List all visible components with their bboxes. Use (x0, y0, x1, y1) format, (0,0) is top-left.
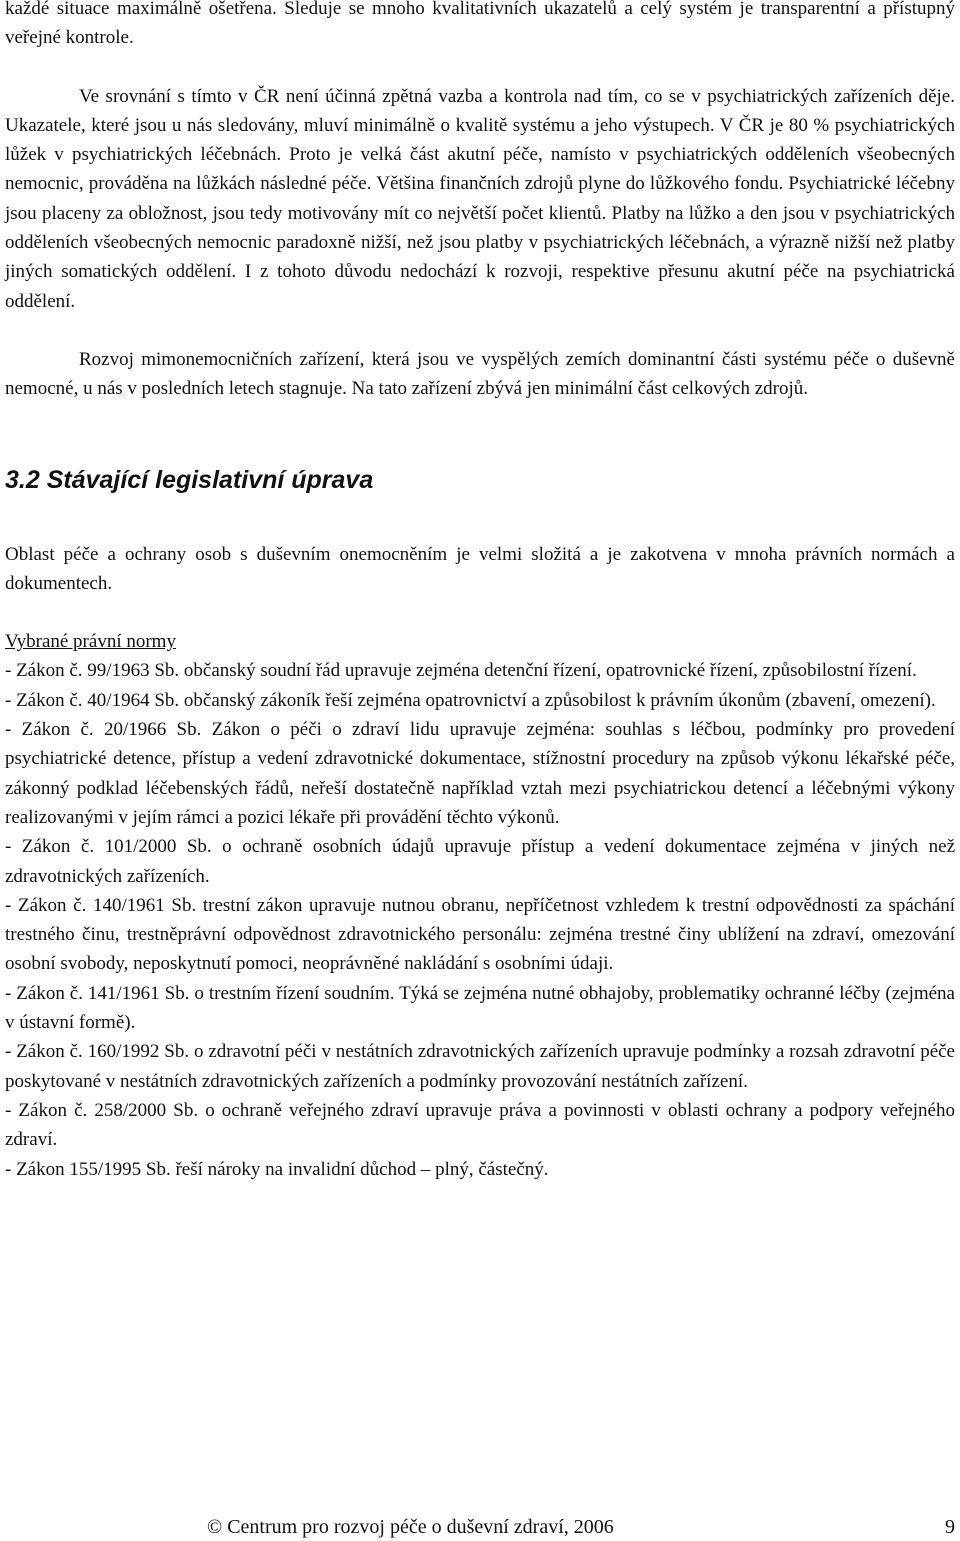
law-item: - Zákon č. 258/2000 Sb. o ochraně veřejného zdraví upravuje práva a povinnosti v oblasti ochrany a podpory veřejného zdraví. (5, 1099, 955, 1151)
page-footer (0, 1514, 955, 1540)
law-list (5, 656, 955, 1183)
law-item: - Zákon č. 40/1964 Sb. občanský zákoník řeší zejména opatrovnictví a způsobilost k právním úkonům (zbavení, omezení). (5, 689, 936, 711)
law-item: - Zákon č. 99/1963 Sb. občanský soudní řád upravuje zejména detenční řízení, opatrovnické řízení, způsobilostní řízení. (5, 660, 917, 682)
law-item: - Zákon č. 140/1961 Sb. trestní zákon upravuje nutnou obranu, nepříčetnost vzhledem k trestní odpovědnosti za spáchání trestného činu, trestněprávní odpovědnost zdravotnického personálu: zejména trestné činy ublížení na zdraví, omezování osobní svobody, neposkytnutí pomoci, neoprávněné nakládání s osobními údaji. (5, 894, 955, 975)
law-item: - Zákon č. 101/2000 Sb. o ochraně osobních údajů upravuje přístup a vedení dokumentace zejména v jiných než zdravotnických zařízeních. (5, 836, 955, 887)
law-item: - Zákon č. 20/1966 Sb. Zákon o péči o zdraví lidu upravuje zejména: souhlas s léčbou, podmínky pro provedení psychiatrické detence, přístup a vedení zdravotnické dokumentace, stížnostní procedury na způsob výkonu lékařské péče, zákonný podklad léčebenských řádů, neřeší dostatečně například vztah mezi psychiatrickou detencí a léčebnými výkony realizovanými v jejím rámci a pozici lékaře při provádění těchto výkonů. (5, 719, 955, 828)
law-item: - Zákon 155/1995 Sb. řeší nároky na invalidní důchod – plný, částečný. (5, 1158, 549, 1180)
section-heading: 3.2 Stávající legislativní úprava (5, 465, 374, 494)
paragraph-community-care: Rozvoj mimonemocničních zařízení, která jsou ve vyspělých zemích dominantní části systému péče o duševně nemocné, u nás v posledních letech stagnuje. Na tato zařízení zbývá jen minimální část celkových zdrojů. (5, 348, 955, 400)
paragraph-feedback-control: Ve srovnání s tímto v ČR není účinná zpětná vazba a kontrola nad tím, co se v psychiatrických zařízeních děje. Ukazatele, které jsou u nás sledovány, mluví minimálně o kvalitě systému a jeho výstupech. V ČR je 80 % psychiatrických lůžek v psychiatrických léčebnách. Proto je velká část akutní péče, namísto v psychiatrických odděleních všeobecných nemocnic, prováděna na lůžkách následné péče. Většina finančních zdrojů plyne do lůžkového fondu. Psychiatrické léčebny jsou placeny za obložnost, jsou tedy motivovány mít co největší počet klientů. Platby na lůžko a den jsou v psychiatrických odděleních všeobecných nemocnic paradoxně nižší, než jsou platby v psychiatrických léčebnách, a výrazně nižší než platby jiných somatických oddělení. I z tohoto důvodu nedochází k rozvoji, respektive přesunu akutní péče na psychiatrická oddělení. (5, 85, 955, 312)
law-item: - Zákon č. 160/1992 Sb. o zdravotní péči v nestátních zdravotnických zařízeních upravuje podmínky a rozsah zdravotní péče poskytované v nestátních zdravotnických zařízeních a podmínky provozování nestátních zařízení. (5, 1041, 955, 1092)
document-page (5, 0, 955, 1184)
paragraph-continuation: každé situace maximálně ošetřena. Sleduje se mnoho kvalitativních ukazatelů a celý systém je transparentní a přístupný veřejné kontrole. (5, 0, 955, 49)
section-intro: Oblast péče a ochrany osob s duševním onemocněním je velmi složitá a je zakotvena v mnoha právních normách a dokumentech. (5, 543, 955, 594)
subheading-selected-laws: Vybrané právní normy (5, 631, 176, 653)
law-item: - Zákon č. 141/1961 Sb. o trestním řízení soudním. Týká se zejména nutné obhajoby, problematiky ochranné léčby (zejména v ústavní formě). (5, 982, 955, 1034)
footer-copyright: © Centrum pro rozvoj péče o duševní zdraví, 2006 (207, 1516, 614, 1538)
page-number: 9 (945, 1516, 955, 1538)
